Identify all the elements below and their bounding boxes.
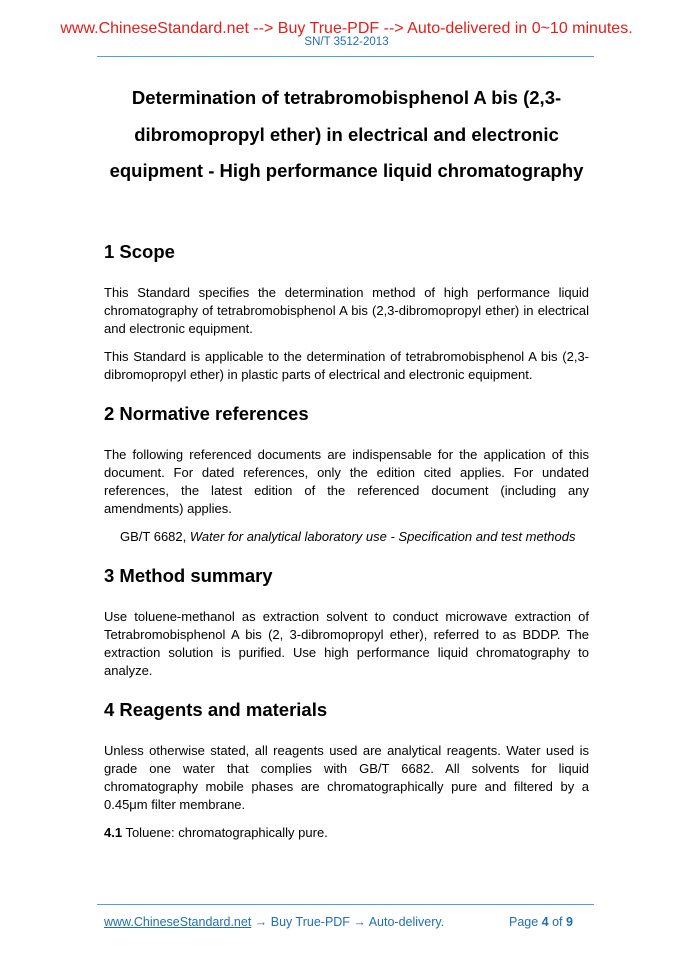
method-paragraph: Use toluene-methanol as extraction solvent to conduct microwave extraction of Tetrabromobisphenol A bis (2, 3-dibromopropyl ether), referred to as BDDP. The extraction solution is purified. Use high performance liquid chromatography to analyze.: [104, 609, 589, 678]
reagent-item-number: 4.1: [104, 825, 123, 840]
reagent-item-text: Toluene: chromatographically pure.: [122, 825, 328, 840]
page-label: Page: [509, 915, 542, 929]
page-current: 4: [541, 915, 549, 929]
section-heading-method-summary: 3 Method summary: [104, 565, 273, 586]
document-title: [100, 80, 593, 190]
footer-delivery-text: → Buy True-PDF → Auto-delivery.: [251, 915, 445, 929]
normative-reference-item: [120, 528, 589, 546]
page-total: 9: [566, 915, 573, 929]
header-banner[interactable]: www.ChineseStandard.net --> Buy True-PDF --> Auto-delivered in 0~10 minutes.: [60, 20, 633, 37]
document-body: [104, 238, 589, 842]
page-of: of: [548, 915, 566, 929]
title-line-3: equipment - High performance liquid chromatography: [109, 160, 584, 181]
reference-code: GB/T 6682,: [120, 529, 190, 544]
footer-site-link[interactable]: www.ChineseStandard.net: [104, 915, 252, 929]
reagents-paragraph: Unless otherwise stated, all reagents used are analytical reagents. Water used is grade one water that complies with GB/T 6682. All solvents for liquid chromatography mobile phases are chromatographically pure and filtered by a 0.45μm filter membrane.: [104, 743, 589, 812]
normative-paragraph: The following referenced documents are indispensable for the application of this document. For dated references, only the edition cited applies. For undated references, the latest edition of the referenced document (including any amendments) applies.: [104, 447, 589, 516]
standard-code: SN/T 3512-2013: [304, 36, 389, 48]
reagent-item-toluene: [104, 824, 589, 842]
title-line-2: dibromopropyl ether) in electrical and electronic: [134, 123, 559, 145]
scope-paragraph-1: This Standard specifies the determination method of high performance liquid chromatography of tetrabromobisphenol A bis (2,3-dibromopropyl ether) in electrical and electronic equipment.: [104, 285, 589, 336]
reference-title: Water for analytical laboratory use - Specification and test methods: [189, 529, 576, 544]
section-heading-normative-references: 2 Normative references: [104, 403, 309, 424]
section-heading-reagents: 4 Reagents and materials: [104, 699, 328, 720]
page-indicator: [509, 915, 573, 929]
footer-divider: [97, 904, 594, 905]
footer-links: [104, 915, 444, 929]
scope-paragraph-2: This Standard is applicable to the determination of tetrabromobisphenol A bis (2,3-dibromopropyl ether) in plastic parts of electrical and electronic equipment.: [104, 349, 589, 382]
title-line-1: Determination of tetrabromobisphenol A bis (2,3-: [131, 87, 562, 108]
section-heading-scope: 1 Scope: [104, 241, 175, 262]
header-divider: [97, 56, 594, 57]
